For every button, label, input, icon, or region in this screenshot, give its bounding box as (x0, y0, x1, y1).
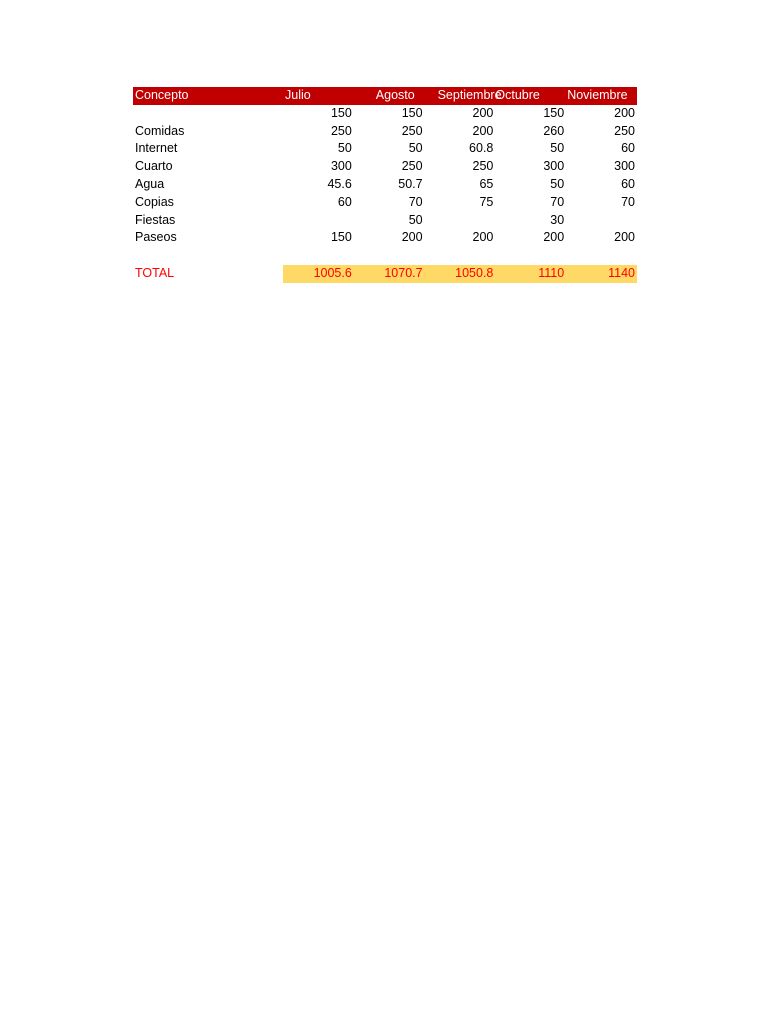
expense-sheet (133, 87, 637, 283)
table-row (133, 194, 637, 212)
value-cell[interactable]: 70 (550, 194, 565, 209)
table-row (133, 140, 637, 158)
value-cell[interactable]: 250 (330, 123, 352, 138)
value-cell[interactable]: 150 (330, 230, 352, 245)
value-cell[interactable]: 70 (408, 194, 423, 209)
value-cell[interactable] (425, 212, 496, 230)
value-cell[interactable]: 60 (621, 141, 635, 156)
value-cell[interactable]: 200 (472, 230, 494, 245)
header-cell-agosto[interactable]: Agosto (375, 88, 415, 102)
header-cell-julio[interactable]: Julio (285, 88, 311, 102)
row-label-cell[interactable]: Fiestas (135, 212, 176, 227)
table-row (133, 158, 637, 176)
table-row (133, 123, 637, 141)
value-cell[interactable]: 50.7 (398, 176, 423, 191)
value-cell[interactable]: 70 (621, 194, 635, 209)
table-row (133, 212, 637, 230)
total-value-cell[interactable]: 1070.7 (354, 265, 425, 283)
row-label-cell[interactable]: Cuarto (135, 159, 173, 174)
table-row (133, 105, 637, 123)
empty-row (133, 247, 637, 265)
value-cell[interactable]: 60 (621, 176, 635, 191)
value-cell[interactable]: 300 (543, 159, 565, 174)
row-label-cell[interactable] (133, 105, 283, 123)
value-cell[interactable]: 150 (330, 105, 352, 120)
value-cell[interactable]: 60 (337, 194, 352, 209)
row-label-cell[interactable]: Paseos (135, 230, 177, 245)
header-cell-noviembre[interactable]: Noviembre (567, 88, 628, 102)
value-cell[interactable]: 200 (614, 230, 635, 245)
row-label-cell[interactable]: Internet (135, 141, 178, 156)
total-value-cell[interactable]: 1140 (566, 265, 637, 283)
value-cell[interactable]: 30 (550, 212, 565, 227)
value-cell[interactable] (566, 212, 637, 230)
value-cell[interactable] (283, 212, 354, 230)
value-cell[interactable]: 45.6 (327, 176, 352, 191)
value-cell[interactable]: 50 (408, 212, 423, 227)
total-label-cell[interactable]: TOTAL (135, 266, 175, 281)
value-cell[interactable]: 50 (337, 141, 352, 156)
value-cell[interactable]: 250 (472, 159, 494, 174)
row-label-cell[interactable]: Copias (135, 194, 174, 209)
value-cell[interactable]: 150 (543, 105, 565, 120)
total-row (133, 265, 637, 283)
value-cell[interactable]: 200 (614, 105, 635, 120)
value-cell[interactable]: 250 (401, 159, 423, 174)
value-cell[interactable]: 200 (472, 105, 494, 120)
value-cell[interactable]: 300 (330, 159, 352, 174)
value-cell[interactable]: 300 (614, 159, 635, 174)
value-cell[interactable]: 60.8 (469, 141, 494, 156)
value-cell[interactable]: 50 (408, 141, 423, 156)
value-cell[interactable]: 200 (543, 230, 565, 245)
value-cell[interactable]: 50 (550, 176, 565, 191)
value-cell[interactable]: 250 (401, 123, 423, 138)
value-cell[interactable]: 200 (472, 123, 494, 138)
row-label-cell[interactable]: Comidas (135, 123, 185, 138)
value-cell[interactable]: 75 (479, 194, 494, 209)
value-cell[interactable]: 260 (543, 123, 565, 138)
value-cell[interactable]: 150 (401, 105, 423, 120)
total-value-cell[interactable]: 1110 (495, 265, 566, 283)
table-row (133, 176, 637, 194)
header-row (133, 87, 637, 105)
header-cell-septiembre[interactable]: Septiembre (437, 88, 502, 102)
total-value-cell[interactable]: 1050.8 (425, 265, 496, 283)
row-label-cell[interactable]: Agua (135, 176, 165, 191)
header-cell-concepto[interactable]: Concepto (135, 88, 189, 102)
value-cell[interactable]: 65 (479, 176, 494, 191)
header-cell-octubre[interactable]: Octubre (495, 88, 540, 102)
value-cell[interactable]: 250 (614, 123, 635, 138)
total-value-cell[interactable]: 1005.6 (283, 265, 354, 283)
table-row (133, 229, 637, 247)
value-cell[interactable]: 50 (550, 141, 565, 156)
value-cell[interactable]: 200 (401, 230, 423, 245)
